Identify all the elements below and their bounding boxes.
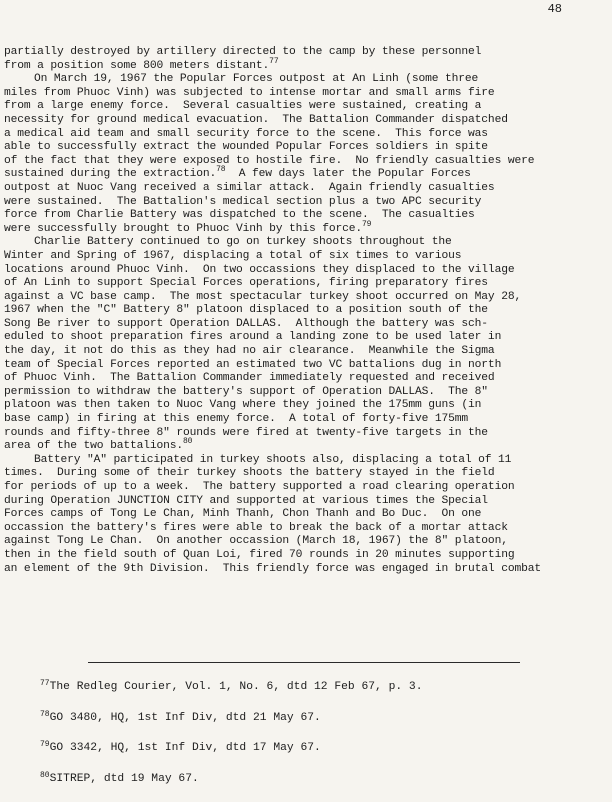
text-line (4, 549, 612, 563)
line-text: On March 19, 1967 the Popular Forces outpost at An Linh (some three (34, 73, 479, 86)
footnote-text: GO 3342, HQ, 1st Inf Div, dtd 17 May 67. (49, 742, 321, 754)
paragraph (4, 73, 612, 236)
text-line (4, 128, 612, 142)
text-line (4, 196, 612, 210)
text-line (4, 114, 612, 128)
line-text: Battery "A" participated in turkey shoots also, displacing a total of 11 (34, 453, 512, 466)
text-line (4, 454, 612, 468)
footnote (40, 741, 422, 756)
footnote-reference: 77 (269, 56, 279, 66)
footnote-number: 77 (40, 679, 50, 688)
text-line (4, 141, 612, 155)
line-text: an element of the 9th Division. This friendly force was engaged in brutal combat (4, 562, 541, 575)
text-line (4, 331, 612, 345)
line-text: Song Be river to support Operation DALLAS. Although the battery was sch- (4, 317, 488, 330)
line-text: locations around Phuoc Vinh. On two occassions they displaced to the village (4, 263, 515, 276)
line-text: were successfully brought to Phuoc Vinh by this force. (4, 222, 362, 235)
line-text-continued: A few days later the Popular Forces (225, 168, 471, 181)
text-line (4, 304, 612, 318)
footnote-reference: 79 (361, 219, 372, 229)
line-text: miles from Phuoc Vinh) was subjected to intense mortar and small arms fire (4, 86, 495, 99)
text-line (4, 563, 612, 577)
line-text: Charlie Battery continued to go on turkey shoots throughout the (34, 236, 452, 249)
line-text: force from Charlie Battery was dispatched to the scene. The casualties (4, 209, 475, 222)
line-text: of Phuoc Vinh. The Battalion Commander immediately requested and received (4, 372, 495, 385)
text-line (4, 155, 612, 169)
line-text: Forces camps of Tong Le Chan, Minh Thanh, Chon Thanh and Bo Duc. On one (4, 508, 482, 521)
paragraph (4, 46, 612, 73)
footnote-number: 80 (40, 770, 50, 780)
line-text: the day, it not do this as they had no air clearance. Meanwhile the Sigma (4, 345, 495, 358)
text-line (4, 277, 612, 291)
footnote-divider (88, 662, 520, 663)
line-text: partially destroyed by artillery directed to the camp by these personnel (4, 46, 482, 58)
text-line (4, 481, 612, 495)
footnote-reference: 78 (216, 165, 226, 175)
text-line (4, 209, 612, 223)
text-line (4, 522, 612, 536)
footnote-number: 79 (40, 740, 50, 749)
line-text: of the fact that they were exposed to hostile fire. No friendly casualties were (4, 154, 535, 167)
footnote (40, 772, 422, 787)
body-text (4, 46, 612, 576)
text-line (4, 437, 612, 454)
text-line (4, 535, 612, 549)
line-text: from a position some 800 meters distant. (4, 59, 270, 72)
paragraph (4, 236, 612, 454)
line-text: outpost at Nuoc Vang received a similar attack. Again friendly casualties (4, 181, 495, 194)
line-text: permission to withdraw the battery's support of Operation DALLAS. The 8" (4, 385, 488, 398)
text-line (4, 182, 612, 196)
line-text: against Tong Le Chan. On another occassion (March 18, 1967) the 8" platoon, (4, 535, 508, 548)
line-text: from a large enemy force. Several casualties were sustained, creating a (4, 100, 482, 113)
text-line (4, 165, 612, 182)
text-line (4, 345, 612, 359)
footnote-text: SITREP, dtd 19 May 67. (49, 772, 199, 785)
text-line (4, 467, 612, 481)
text-line (4, 46, 612, 60)
text-line (4, 250, 612, 264)
paragraph (4, 454, 612, 576)
text-line (4, 291, 612, 305)
text-line (4, 56, 612, 74)
footnote-text: The Redleg Courier, Vol. 1, No. 6, dtd 12 Feb 67, p. 3. (49, 681, 423, 693)
line-text: team of Special Forces reported an estimated two VC battalions dug in north (4, 358, 502, 371)
footnote-text: GO 3480, HQ, 1st Inf Div, dtd 21 May 67. (49, 711, 321, 724)
text-line (4, 219, 612, 237)
text-line (4, 73, 612, 87)
line-text: were sustained. The Battalion's medical section plus a two APC security (4, 195, 482, 208)
text-line (4, 264, 612, 278)
line-text: eduled to shoot preparation fires around a landing zone to be used later in (4, 331, 502, 344)
text-line (4, 359, 612, 373)
footnote-reference: 80 (183, 437, 193, 447)
text-line (4, 413, 612, 427)
line-text: sustained during the extraction. (4, 168, 217, 181)
line-text: then in the field south of Quan Loi, fired 70 rounds in 20 minutes supporting (4, 548, 515, 561)
line-text: Winter and Spring of 1967, displacing a total of six times to various (4, 249, 462, 262)
text-line (4, 100, 612, 114)
footnote-number: 78 (40, 709, 50, 719)
line-text: a medical aid team and small security force to the scene. This force was (4, 127, 488, 140)
line-text: rounds and fifty-three 8" rounds were fired at twenty-five targets in the (4, 426, 488, 439)
text-line (4, 508, 612, 522)
line-text: occassion the battery's fires were able to break the back of a mortar attack (4, 521, 508, 534)
text-line (4, 495, 612, 509)
line-text: during Operation JUNCTION CITY and supported at various times the Special (4, 494, 488, 507)
footnote (40, 680, 422, 695)
footnote (40, 711, 422, 726)
line-text: 1967 when the "C" Battery 8" platoon displaced to a position south of the (4, 304, 488, 317)
line-text: platoon was then taken to Nuoc Vang where they joined the 175mm guns (in (4, 399, 482, 412)
line-text: able to successfully extract the wounded Popular Forces soldiers in spite (4, 141, 488, 154)
text-line (4, 318, 612, 332)
line-text: times. During some of their turkey shoots the battery stayed in the field (4, 467, 495, 480)
line-text: of An Linh to support Special Forces operations, firing preparatory fires (4, 277, 488, 290)
text-line (4, 236, 612, 250)
text-line (4, 399, 612, 413)
line-text: necessity for ground medical evacuation. The Battalion Commander dispatched (4, 113, 508, 126)
line-text: area of the two battalions. (4, 440, 183, 453)
text-line (4, 87, 612, 101)
line-text: against a VC base camp. The most spectacular turkey shoot occurred on May 28, (4, 290, 522, 303)
line-text: for periods of up to a week. The battery supported a road clearing operation (4, 481, 515, 493)
text-line (4, 427, 612, 441)
text-line (4, 386, 612, 400)
text-line (4, 372, 612, 386)
footnotes (40, 680, 422, 802)
page-number: 48 (547, 2, 562, 16)
line-text: base camp) in firing at this enemy force. A total of forty-five 175mm (4, 413, 469, 426)
